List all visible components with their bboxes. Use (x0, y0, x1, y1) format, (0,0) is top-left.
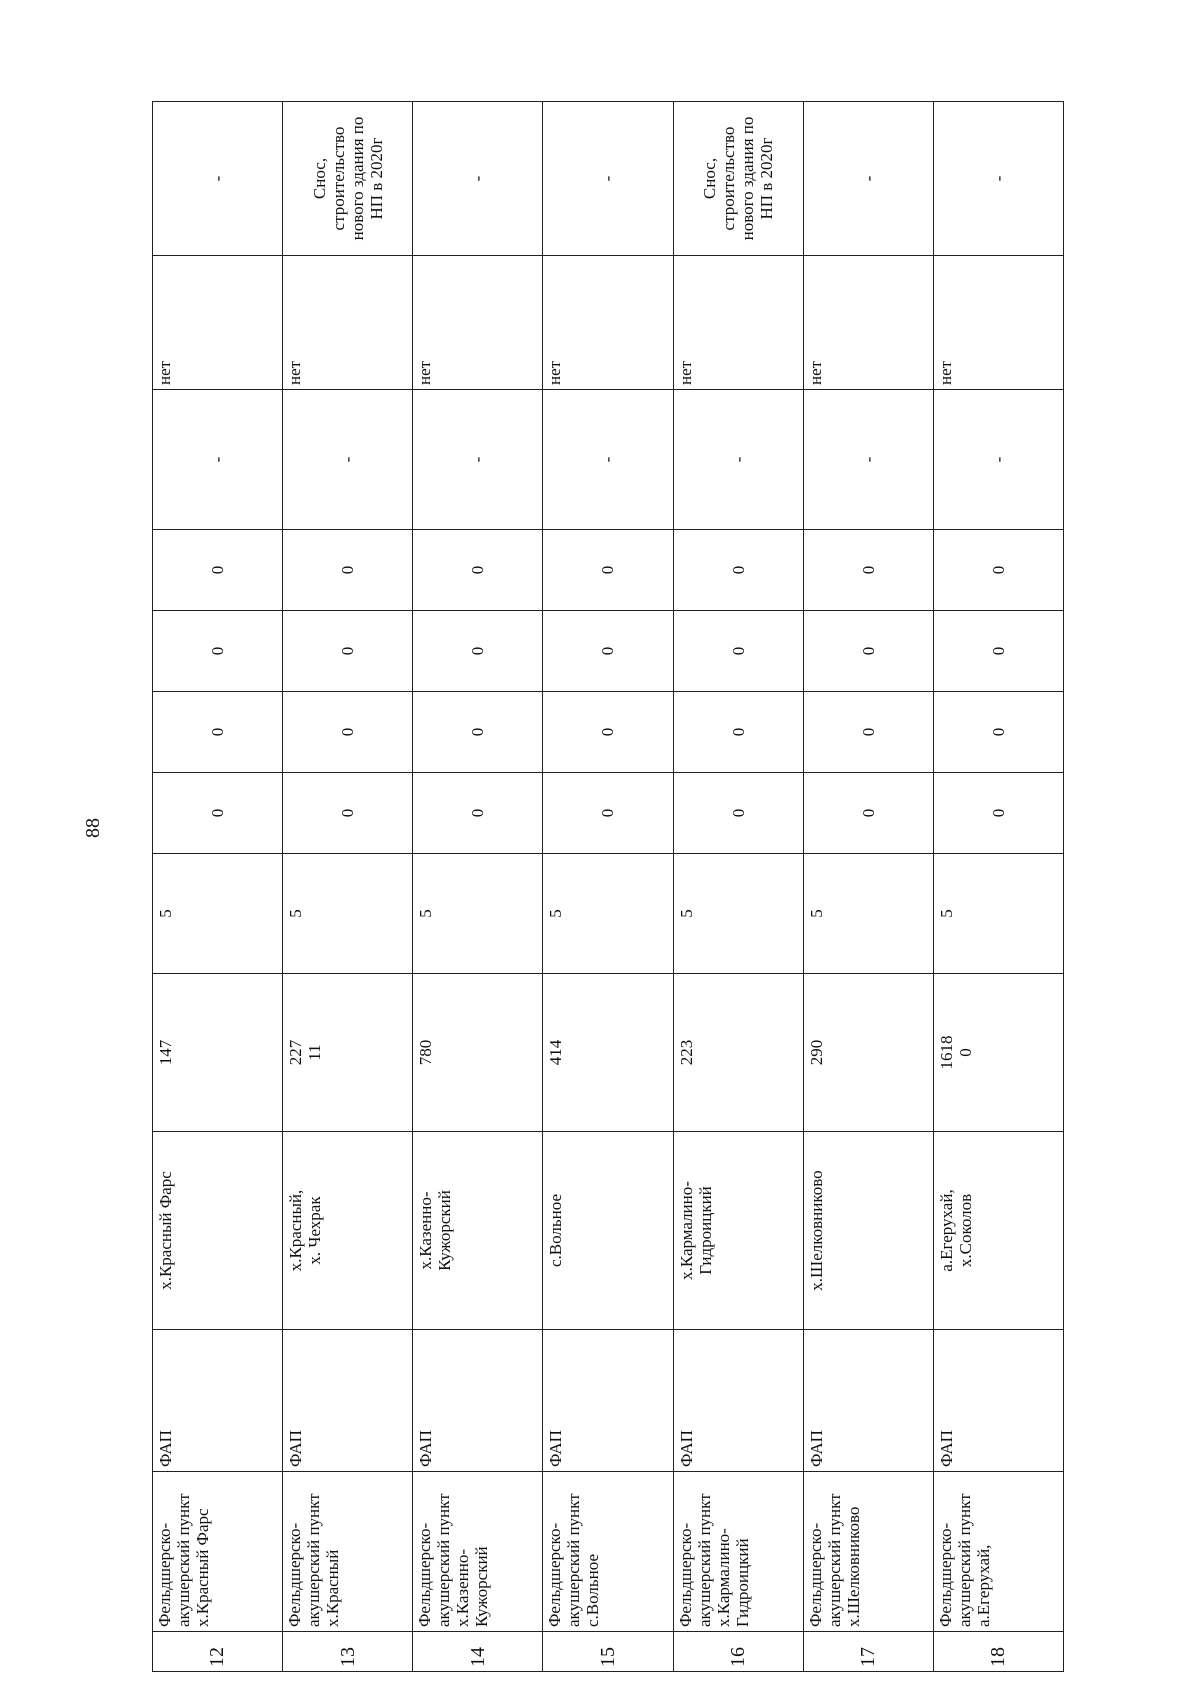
population-cell: 227 11 (283, 974, 413, 1132)
value-cell-2: 0 (673, 692, 803, 773)
row-number: 18 (933, 1632, 1063, 1672)
population-cell: 290 (803, 974, 933, 1132)
row-number: 15 (543, 1632, 673, 1672)
facility-name-cell: Фельдшерско- акушерский пункт с.Вольное (543, 1472, 673, 1632)
dash-cell: - (933, 390, 1063, 530)
value-cell-2: 0 (283, 692, 413, 773)
table-row (543, 102, 673, 1672)
dash-cell: - (283, 390, 413, 530)
value-cell-1: 0 (543, 773, 673, 854)
flag-cell: нет (803, 256, 933, 390)
value-cell-4: 0 (543, 530, 673, 611)
count-cell: 5 (153, 854, 283, 974)
facility-type-cell: ФАП (673, 1330, 803, 1472)
value-cell-1: 0 (673, 773, 803, 854)
settlement-cell: х.Казенно- Кужорский (413, 1132, 543, 1330)
dash-cell: - (673, 390, 803, 530)
row-number: 16 (673, 1632, 803, 1672)
table-row (933, 102, 1063, 1672)
settlement-cell: с.Вольное (543, 1132, 673, 1330)
facility-type-cell: ФАП (153, 1330, 283, 1472)
table-row (153, 102, 283, 1672)
dash-cell: - (153, 390, 283, 530)
row-number: 12 (153, 1632, 283, 1672)
count-cell: 5 (543, 854, 673, 974)
value-cell-3: 0 (673, 611, 803, 692)
note-cell: - (153, 102, 283, 256)
facility-name-cell: Фельдшерско- акушерский пункт х.Красный Фарс (153, 1472, 283, 1632)
note-cell: Снос, строительство нового здания по НП в 2020г (283, 102, 413, 256)
count-cell: 5 (803, 854, 933, 974)
flag-cell: нет (153, 256, 283, 390)
settlement-cell: х.Красный Фарс (153, 1132, 283, 1330)
value-cell-3: 0 (933, 611, 1063, 692)
page-number: 88 (82, 818, 104, 838)
settlement-cell: а.Егерухай, х.Соколов (933, 1132, 1063, 1330)
table-row (413, 102, 543, 1672)
settlement-cell: х.Красный, х. Чехрак (283, 1132, 413, 1330)
note-cell: - (543, 102, 673, 256)
flag-cell: нет (283, 256, 413, 390)
table-body (153, 102, 1064, 1672)
facility-name-cell: Фельдшерско- акушерский пункт х.Кармалино- Гидроицкий (673, 1472, 803, 1632)
value-cell-2: 0 (153, 692, 283, 773)
value-cell-4: 0 (673, 530, 803, 611)
note-cell: - (803, 102, 933, 256)
flag-cell: нет (673, 256, 803, 390)
value-cell-3: 0 (543, 611, 673, 692)
value-cell-2: 0 (413, 692, 543, 773)
value-cell-3: 0 (283, 611, 413, 692)
count-cell: 5 (933, 854, 1063, 974)
dash-cell: - (803, 390, 933, 530)
settlement-cell: х.Кармалино- Гидроицкий (673, 1132, 803, 1330)
population-cell: 414 (543, 974, 673, 1132)
table-row (673, 102, 803, 1672)
facility-type-cell: ФАП (803, 1330, 933, 1472)
value-cell-3: 0 (413, 611, 543, 692)
row-number: 13 (283, 1632, 413, 1672)
flag-cell: нет (413, 256, 543, 390)
settlement-cell: х.Шелковниково (803, 1132, 933, 1330)
population-cell: 1618 0 (933, 974, 1063, 1132)
count-cell: 5 (413, 854, 543, 974)
flag-cell: нет (933, 256, 1063, 390)
facility-name-cell: Фельдшерско- акушерский пункт х.Шелковниково (803, 1472, 933, 1632)
population-cell: 780 (413, 974, 543, 1132)
value-cell-3: 0 (803, 611, 933, 692)
flag-cell: нет (543, 256, 673, 390)
value-cell-1: 0 (283, 773, 413, 854)
population-cell: 223 (673, 974, 803, 1132)
dash-cell: - (543, 390, 673, 530)
count-cell: 5 (673, 854, 803, 974)
value-cell-4: 0 (413, 530, 543, 611)
value-cell-1: 0 (413, 773, 543, 854)
value-cell-4: 0 (153, 530, 283, 611)
facility-type-cell: ФАП (933, 1330, 1063, 1472)
row-number: 17 (803, 1632, 933, 1672)
value-cell-4: 0 (933, 530, 1063, 611)
row-number: 14 (413, 1632, 543, 1672)
facility-type-cell: ФАП (543, 1330, 673, 1472)
value-cell-2: 0 (543, 692, 673, 773)
facility-type-cell: ФАП (283, 1330, 413, 1472)
value-cell-1: 0 (933, 773, 1063, 854)
count-cell: 5 (283, 854, 413, 974)
table-row (283, 102, 413, 1672)
value-cell-3: 0 (153, 611, 283, 692)
facilities-table-wrapper (152, 116, 1064, 1672)
note-cell: Снос, строительство нового здания по НП в 2020г (673, 102, 803, 256)
facilities-table (152, 101, 1064, 1672)
value-cell-1: 0 (153, 773, 283, 854)
facility-name-cell: Фельдшерско- акушерский пункт а.Егерухай, (933, 1472, 1063, 1632)
value-cell-1: 0 (803, 773, 933, 854)
note-cell: - (933, 102, 1063, 256)
note-cell: - (413, 102, 543, 256)
value-cell-4: 0 (283, 530, 413, 611)
value-cell-2: 0 (933, 692, 1063, 773)
facility-name-cell: Фельдшерско- акушерский пункт х.Казенно- Кужорский (413, 1472, 543, 1632)
facility-type-cell: ФАП (413, 1330, 543, 1472)
dash-cell: - (413, 390, 543, 530)
population-cell: 147 (153, 974, 283, 1132)
facility-name-cell: Фельдшерско- акушерский пункт х.Красный (283, 1472, 413, 1632)
value-cell-2: 0 (803, 692, 933, 773)
table-row (803, 102, 933, 1672)
value-cell-4: 0 (803, 530, 933, 611)
